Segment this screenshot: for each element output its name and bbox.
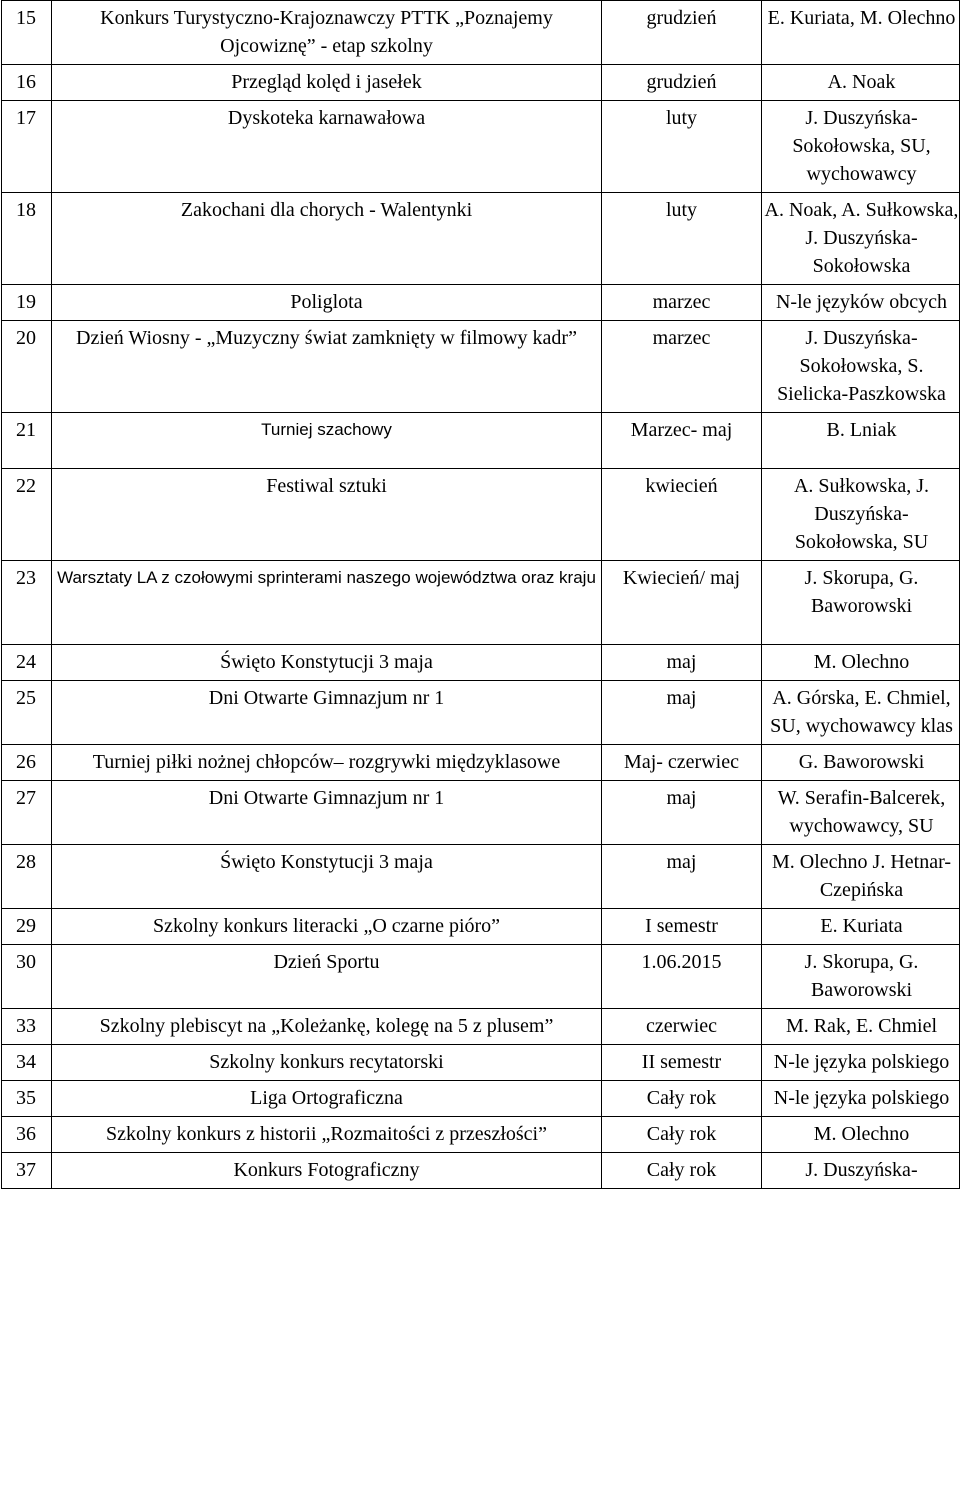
- event-responsible: N-le języków obcych: [762, 285, 960, 321]
- event-name: Konkurs Fotograficzny: [52, 1153, 602, 1189]
- event-date: I semestr: [602, 909, 762, 945]
- row-number: 34: [2, 1045, 52, 1081]
- event-name: Dni Otwarte Gimnazjum nr 1: [52, 681, 602, 745]
- table-row: [2, 321, 960, 413]
- table-row: [2, 909, 960, 945]
- event-date: grudzień: [602, 1, 762, 65]
- event-responsible: N-le języka polskiego: [762, 1081, 960, 1117]
- table-row: [2, 1045, 960, 1081]
- event-date: luty: [602, 193, 762, 285]
- table-row: [2, 781, 960, 845]
- event-responsible: N-le języka polskiego: [762, 1045, 960, 1081]
- event-name: Warsztaty LA z czołowymi sprinterami naszego województwa oraz kraju: [52, 561, 602, 645]
- row-number: 15: [2, 1, 52, 65]
- event-responsible: A. Noak: [762, 65, 960, 101]
- event-name: Turniej piłki nożnej chłopców– rozgrywki międzyklasowe: [52, 745, 602, 781]
- row-number: 20: [2, 321, 52, 413]
- table-row: [2, 645, 960, 681]
- event-responsible: J. Duszyńska-: [762, 1153, 960, 1189]
- event-name: Szkolny konkurs recytatorski: [52, 1045, 602, 1081]
- table-row: [2, 1009, 960, 1045]
- event-date: Cały rok: [602, 1081, 762, 1117]
- table-row: [2, 681, 960, 745]
- event-date: Cały rok: [602, 1153, 762, 1189]
- event-responsible: E. Kuriata, M. Olechno: [762, 1, 960, 65]
- row-number: 26: [2, 745, 52, 781]
- event-name: Święto Konstytucji 3 maja: [52, 845, 602, 909]
- table-row: [2, 413, 960, 469]
- event-responsible: B. Lniak: [762, 413, 960, 469]
- event-responsible: E. Kuriata: [762, 909, 960, 945]
- event-date: luty: [602, 101, 762, 193]
- table-row: [2, 845, 960, 909]
- table-row: [2, 1117, 960, 1153]
- table-row: [2, 285, 960, 321]
- row-number: 27: [2, 781, 52, 845]
- table-row: [2, 469, 960, 561]
- event-responsible: W. Serafin-Balcerek, wychowawcy, SU: [762, 781, 960, 845]
- table-row: [2, 193, 960, 285]
- event-responsible: M. Olechno J. Hetnar-Czepińska: [762, 845, 960, 909]
- table-row: [2, 1081, 960, 1117]
- event-responsible: A. Górska, E. Chmiel, SU, wychowawcy klas: [762, 681, 960, 745]
- row-number: 25: [2, 681, 52, 745]
- table-row: [2, 1153, 960, 1189]
- event-name: Zakochani dla chorych - Walentynki: [52, 193, 602, 285]
- row-number: 29: [2, 909, 52, 945]
- table-row: [2, 561, 960, 645]
- event-name: Festiwal sztuki: [52, 469, 602, 561]
- row-number: 22: [2, 469, 52, 561]
- event-responsible: J. Skorupa, G. Baworowski: [762, 561, 960, 645]
- table-row: [2, 101, 960, 193]
- event-date: Kwiecień/ maj: [602, 561, 762, 645]
- event-date: Cały rok: [602, 1117, 762, 1153]
- row-number: 17: [2, 101, 52, 193]
- event-name: Szkolny plebiscyt na „Koleżankę, kolegę na 5 z plusem”: [52, 1009, 602, 1045]
- event-name: Turniej szachowy: [52, 413, 602, 469]
- event-name: Dni Otwarte Gimnazjum nr 1: [52, 781, 602, 845]
- event-responsible: J. Duszyńska-Sokołowska, SU, wychowawcy: [762, 101, 960, 193]
- event-date: marzec: [602, 321, 762, 413]
- event-date: kwiecień: [602, 469, 762, 561]
- row-number: 24: [2, 645, 52, 681]
- event-date: maj: [602, 681, 762, 745]
- event-name: Święto Konstytucji 3 maja: [52, 645, 602, 681]
- row-number: 23: [2, 561, 52, 645]
- event-responsible: G. Baworowski: [762, 745, 960, 781]
- event-name: Dzień Wiosny - „Muzyczny świat zamknięty w filmowy kadr”: [52, 321, 602, 413]
- event-responsible: J. Duszyńska-Sokołowska, S. Sielicka-Paszkowska: [762, 321, 960, 413]
- event-responsible: A. Noak, A. Sułkowska, J. Duszyńska-Sokołowska: [762, 193, 960, 285]
- event-responsible: A. Sułkowska, J. Duszyńska-Sokołowska, SU: [762, 469, 960, 561]
- event-date: maj: [602, 781, 762, 845]
- event-name: Szkolny konkurs z historii „Rozmaitości z przeszłości”: [52, 1117, 602, 1153]
- row-number: 28: [2, 845, 52, 909]
- row-number: 37: [2, 1153, 52, 1189]
- event-responsible: M. Rak, E. Chmiel: [762, 1009, 960, 1045]
- event-date: czerwiec: [602, 1009, 762, 1045]
- event-name: Przegląd kolęd i jasełek: [52, 65, 602, 101]
- event-date: Marzec- maj: [602, 413, 762, 469]
- table-row: [2, 1, 960, 65]
- event-responsible: M. Olechno: [762, 1117, 960, 1153]
- row-number: 33: [2, 1009, 52, 1045]
- event-name: Poliglota: [52, 285, 602, 321]
- event-date: Maj- czerwiec: [602, 745, 762, 781]
- event-date: marzec: [602, 285, 762, 321]
- event-responsible: M. Olechno: [762, 645, 960, 681]
- table-row: [2, 745, 960, 781]
- row-number: 36: [2, 1117, 52, 1153]
- row-number: 16: [2, 65, 52, 101]
- events-table: [1, 0, 960, 1189]
- row-number: 19: [2, 285, 52, 321]
- event-date: maj: [602, 845, 762, 909]
- event-date: maj: [602, 645, 762, 681]
- event-responsible: J. Skorupa, G. Baworowski: [762, 945, 960, 1009]
- event-name: Dzień Sportu: [52, 945, 602, 1009]
- event-date: 1.06.2015: [602, 945, 762, 1009]
- event-name: Dyskoteka karnawałowa: [52, 101, 602, 193]
- event-date: II semestr: [602, 1045, 762, 1081]
- table-row: [2, 65, 960, 101]
- event-date: grudzień: [602, 65, 762, 101]
- row-number: 21: [2, 413, 52, 469]
- event-name: Szkolny konkurs literacki „O czarne pióro”: [52, 909, 602, 945]
- event-name: Liga Ortograficzna: [52, 1081, 602, 1117]
- row-number: 35: [2, 1081, 52, 1117]
- event-name: Konkurs Turystyczno-Krajoznawczy PTTK „Poznajemy Ojcowiznę” - etap szkolny: [52, 1, 602, 65]
- table-row: [2, 945, 960, 1009]
- row-number: 30: [2, 945, 52, 1009]
- row-number: 18: [2, 193, 52, 285]
